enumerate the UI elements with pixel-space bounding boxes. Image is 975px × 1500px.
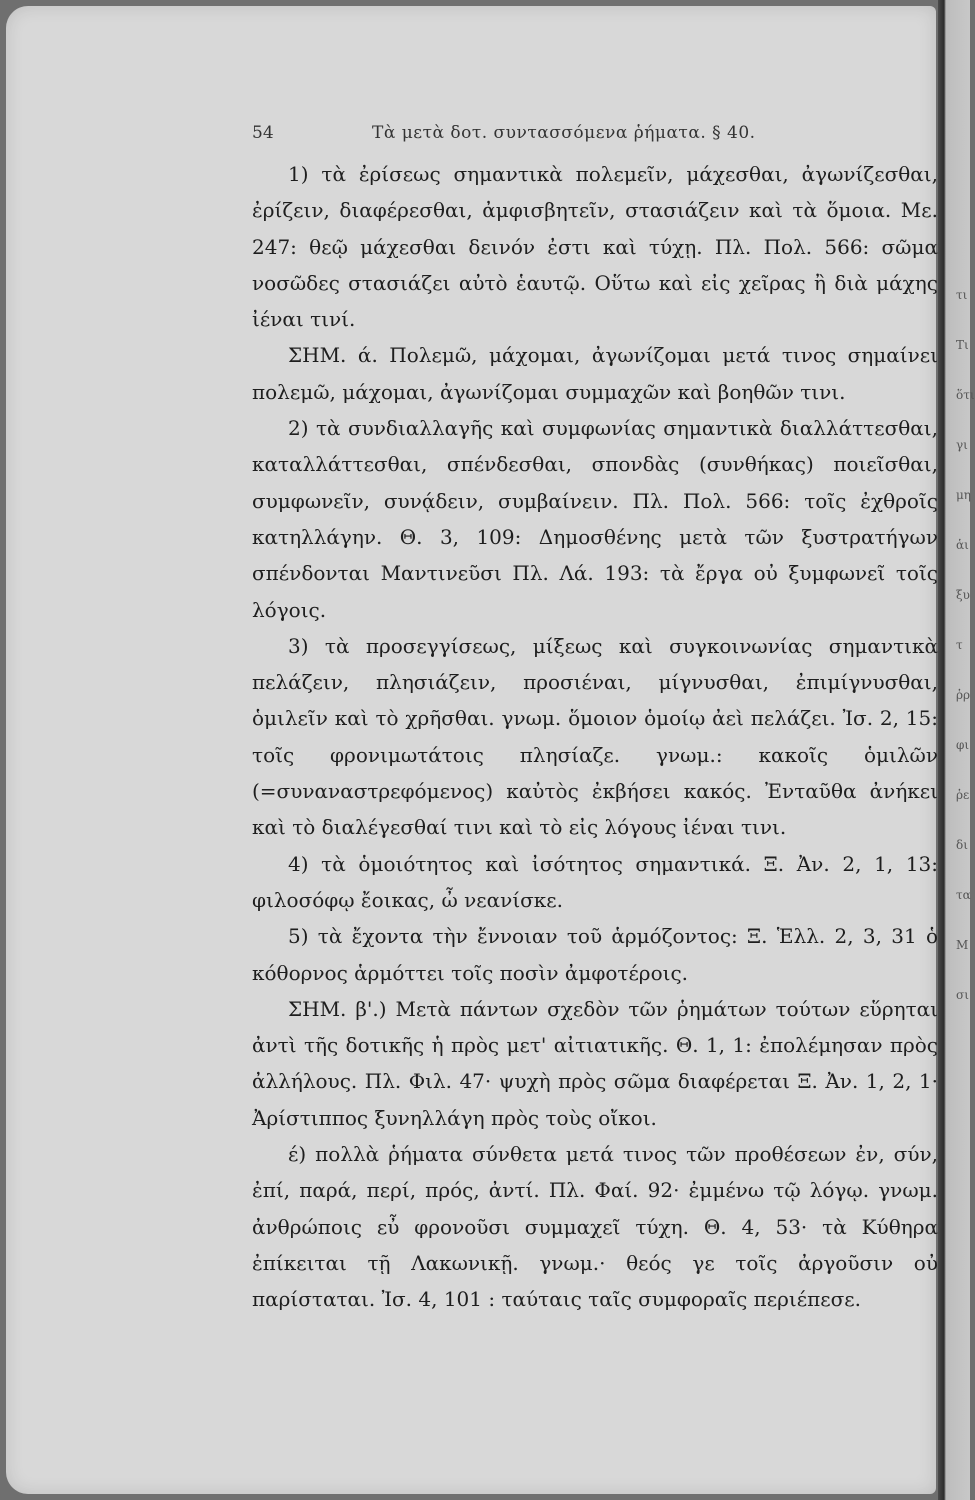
edge-fragment: ῥε bbox=[956, 788, 970, 802]
edge-fragment: ἁι bbox=[956, 538, 969, 552]
paragraph-1: 1) τὰ ἐρίσεως σημαντικὰ πολεμεῖν, μάχεσθαι, ἀγωνίζεσθαι, ἐρίζειν, διαφέρεσθαι, ἀμφισβητεῖν, στασιάζειν καὶ τὰ ὅμοια. Με. 247: θεῷ μάχεσθαι δεινόν ἐστι καὶ τύχῃ. Πλ. Πολ. 566: σῶμα νοσῶδες στασιάζει αὐτὸ ἑαυτῷ. Οὕτω καὶ εἰς χεῖρας ἢ διὰ μάχης ἰέναι τινί. bbox=[252, 162, 938, 332]
paragraph-note-a: ΣΗΜ. ά. Πολεμῶ, μάχομαι, ἀγωνίζομαι μετά τινος σημαίνει πολεμῶ, μάχομαι, ἀγωνίζομαι συμμαχῶν καὶ βοηθῶν τινι. bbox=[252, 343, 938, 404]
page-content bbox=[252, 118, 938, 1318]
page-number: 54 bbox=[252, 123, 274, 143]
paragraph-note-b: ΣΗΜ. β'.) Μετὰ πάντων σχεδὸν τῶν ῥημάτων τούτων εὕρηται ἀντὶ τῆς δοτικῆς ἡ πρὸς μετ' αἰτιατικῆς. Θ. 1, 1: ἐπολέμησαν πρὸς ἀλλήλους. Πλ. Φιλ. 47· ψυχὴ πρὸς σῶμα διαφέρεται Ξ. Ἀν. 1, 2, 1· Ἀρίστιππος ξυνηλλάγη πρὸς τοὺς οἴκοι. bbox=[252, 996, 938, 1130]
paragraph-2: 2) τὰ συνδιαλλαγῆς καὶ συμφωνίας σημαντικὰ διαλλάττεσθαι, καταλλάττεσθαι, σπένδεσθαι, σπονδὰς (συνθήκας) ποιεῖσθαι, συμφωνεῖν, συνᾴδειν, συμβαίνειν. Πλ. Πολ. 566: τοῖς ἐχθροῖς κατηλλάγην. Θ. 3, 109: Δημοσθένης μετὰ τῶν ξυστρατήγων σπένδονται Μαντινεῦσι Πλ. Λά. 193: τὰ ἔργα οὐ ξυμφωνεῖ τοῖς λόγοις. bbox=[252, 416, 938, 622]
edge-fragment: ῥρ bbox=[956, 688, 971, 702]
edge-fragment: τι bbox=[956, 288, 968, 302]
paragraph-6: έ) πολλὰ ῥήματα σύνθετα μετά τινος τῶν προθέσεων ἐν, σύν, ἐπί, παρά, περί, πρός, ἀντί. Πλ. Φαί. 92· ἐμμένω τῷ λόγῳ. γνωμ. ἀνθρώποις εὖ φρονοῦσι συμμαχεῖ τύχη. Θ. 4, 53· τὰ Κύθηρα ἐπίκειται τῇ Λακωνικῇ. γνωμ.· θεός γε τοῖς ἀργοῦσιν οὐ παρίσταται. Ἰσ. 4, 101 : ταύταις ταῖς συμφοραῖς περιέπεσε. bbox=[252, 1142, 938, 1312]
edge-fragment: Μ bbox=[956, 938, 969, 952]
edge-fragment: ὅτι bbox=[956, 388, 975, 402]
edge-fragment: μη bbox=[956, 488, 971, 502]
next-page-edge-text bbox=[956, 270, 975, 1020]
edge-fragment: τ bbox=[956, 638, 963, 652]
paragraph-3: 3) τὰ προσεγγίσεως, μίξεως καὶ συγκοινωνίας σημαντικὰ πελάζειν, πλησιάζειν, προσιέναι, μίγνυσθαι, ἐπιμίγνυσθαι, ὁμιλεῖν καὶ τὸ χρῆσθαι. γνωμ. ὅμοιον ὁμοίῳ ἀεὶ πελάζει. Ἰσ. 2, 15: τοῖς φρονιμωτάτοις πλησίαζε. γνωμ.: κακοῖς ὁμιλῶν (=συναναστρεφόμενος) καὐτὸς ἐκβήσει κακός. Ἐνταῦθα ἀνήκει καὶ τὸ διαλέγεσθαί τινι καὶ τὸ εἰς λόγους ἰέναι τινι. bbox=[252, 633, 938, 840]
paragraph-4: 4) τὰ ὁμοιότητος καὶ ἰσότητος σημαντικά. Ξ. Ἀν. 2, 1, 13: φιλοσόφῳ ἔοικας, ὦ νεανίσκε. bbox=[252, 851, 938, 912]
edge-fragment: φι bbox=[956, 738, 970, 752]
running-title: Τὰ μετὰ δοτ. συντασσόμενα ῥήματα. § 40. bbox=[372, 123, 756, 143]
edge-fragment: σι bbox=[956, 988, 969, 1002]
paragraph-5: 5) τὰ ἔχοντα τὴν ἔννοιαν τοῦ ἁρμόζοντος: Ξ. Ἑλλ. 2, 3, 31 ὁ κόθορνος ἁρμόττει τοῖς ποσὶν ἀμφοτέροις. bbox=[252, 924, 938, 985]
edge-fragment: γι bbox=[956, 438, 968, 452]
edge-fragment: τα bbox=[956, 888, 971, 902]
running-header bbox=[252, 118, 938, 148]
edge-fragment: ξυ bbox=[956, 588, 970, 602]
book-page bbox=[6, 6, 936, 1494]
edge-fragment: Τι bbox=[956, 338, 969, 352]
edge-fragment: δι bbox=[956, 838, 968, 852]
